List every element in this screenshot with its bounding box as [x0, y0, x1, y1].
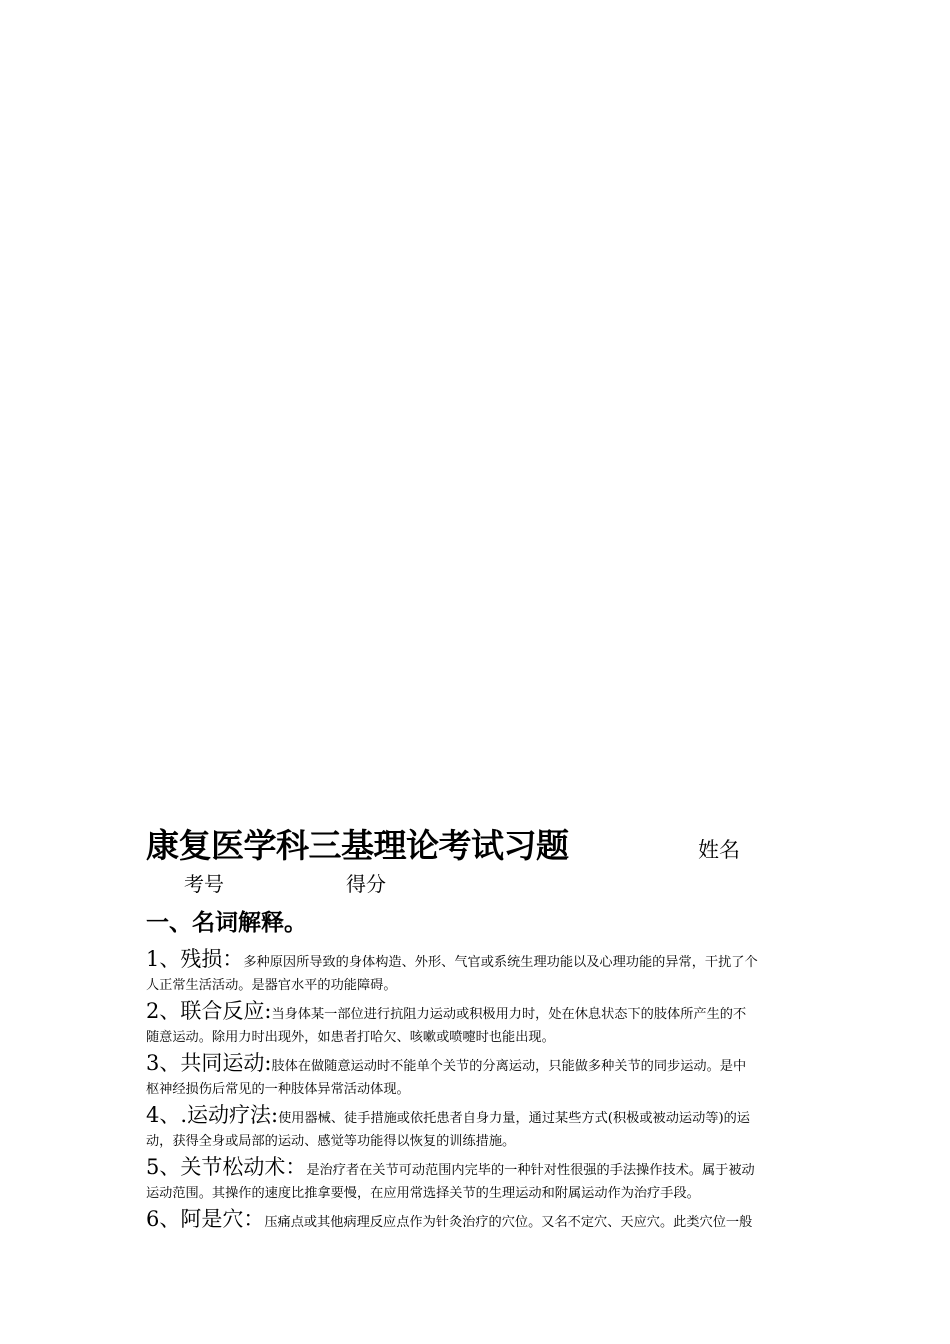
section-heading: 一、名词解释。 — [146, 910, 307, 936]
term-definition: 压痛点或其他病理反应点作为针灸治疗的穴位。又名不定穴、天应穴。此类穴位一般 — [264, 1215, 753, 1230]
term-definition: 是治疗者在关节可动范围内完毕的一种针对性很强的手法操作技术。属于被动 — [306, 1163, 755, 1178]
term-definition: 多种原因所导致的身体构造、外形、气官或系统生理功能以及心理功能的异常，干扰了个 — [243, 955, 758, 970]
score-field-label: 得分 — [346, 872, 386, 896]
exam-id-field-label: 考号 — [184, 872, 224, 896]
term-label: 3、共同运动: — [146, 1051, 272, 1075]
term-list — [146, 946, 808, 1236]
term-entry — [146, 946, 808, 998]
term-entry — [146, 998, 808, 1050]
term-label: 1、残损： — [146, 947, 244, 971]
name-field-label: 姓名 — [698, 838, 740, 862]
term-entry — [146, 1206, 808, 1236]
term-entry — [146, 1154, 808, 1206]
term-label: 4、.运动疗法: — [146, 1103, 279, 1127]
term-label: 5、关节松动术： — [146, 1155, 307, 1179]
term-definition: 肢体在做随意运动时不能单个关节的分离运动，只能做多种关节的同步运动。是中 — [271, 1059, 747, 1074]
term-definition-continued: 随意运动。除用力时出现外，如患者打哈欠、咳嗽或喷嚏时也能出现。 — [146, 1030, 555, 1045]
info-row — [146, 870, 808, 900]
term-definition-continued: 人正常生活活动。是器官水平的功能障碍。 — [146, 978, 397, 993]
term-definition: 当身体某一部位进行抗阻力运动或积极用力时，处在休息状态下的肢体所产生的不 — [271, 1007, 747, 1022]
term-definition-continued: 动，获得全身或局部的运动、感觉等功能得以恢复的训练措施。 — [146, 1134, 516, 1149]
term-definition-continued: 运动范围。其操作的速度比推拿要慢，在应用常选择关节的生理运动和附属运动作为治疗手段。 — [146, 1186, 700, 1201]
term-definition-continued: 枢神经损伤后常见的一种肢体异常活动体现。 — [146, 1082, 410, 1097]
term-definition: 使用器械、徒手措施或依托患者自身力量，通过某些方式(积极或被动运动等)的运 — [278, 1111, 750, 1126]
document-content — [146, 824, 808, 1236]
term-entry — [146, 1050, 808, 1102]
term-entry — [146, 1102, 808, 1154]
term-label: 2、联合反应: — [146, 999, 272, 1023]
title-row — [146, 824, 808, 870]
term-label: 6、阿是穴： — [146, 1207, 265, 1231]
document-title: 康复医学科三基理论考试习题 — [146, 826, 569, 865]
